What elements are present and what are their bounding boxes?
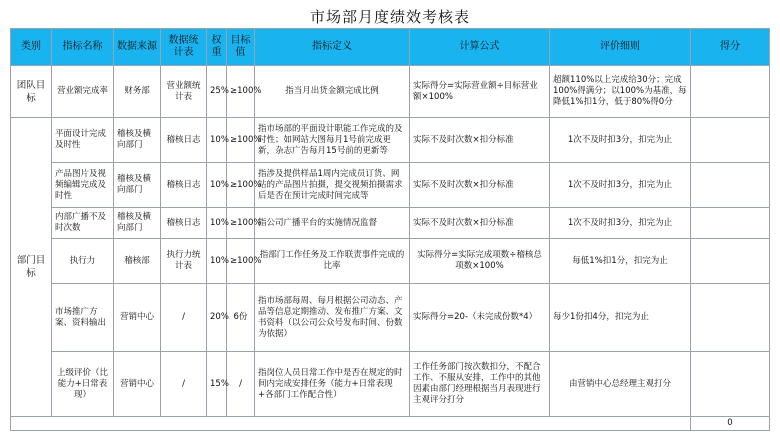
cell-formula[interactable]: 实际得分=实际完成项数÷稽核总项数×100% xyxy=(410,239,550,284)
cell-score[interactable] xyxy=(691,239,770,284)
table-row xyxy=(11,352,770,417)
cell-formula[interactable]: 实际得分=20-（未完成份数*4） xyxy=(410,284,550,352)
cell-target[interactable]: ≥100% xyxy=(227,239,255,284)
cell-score[interactable] xyxy=(691,118,770,163)
cell-formula[interactable]: 实际不及时次数×扣分标准 xyxy=(410,163,550,208)
cell-weight[interactable]: 10% xyxy=(207,239,227,284)
cell-definition[interactable]: 指当月出货金额完成比例 xyxy=(255,66,410,118)
table-row xyxy=(11,239,770,284)
cell-formula[interactable]: 实际得分=实际营业额÷目标营业额×100% xyxy=(410,66,550,118)
cell-source[interactable]: 稽核及横向部门 xyxy=(114,208,161,239)
header-stat: 数据统计表 xyxy=(161,29,207,66)
cell-stat[interactable]: 执行力统计表 xyxy=(161,239,207,284)
cell-rules[interactable]: 1次不及时扣3分，扣完为止 xyxy=(550,118,691,163)
cell-formula[interactable]: 实际不及时次数×扣分标准 xyxy=(410,208,550,239)
cell-formula[interactable]: 工作任务部门按次数扣分，不配合工作、不服从安排，工作中的其他因素由部门经理根据当月表现进行主观评分打分 xyxy=(410,352,550,417)
cell-source[interactable]: 稽核及横向部门 xyxy=(114,118,161,163)
cell-rules[interactable]: 由营销中心总经理主观打分 xyxy=(550,352,691,417)
cell-stat[interactable]: 稽核日志 xyxy=(161,208,207,239)
header-row xyxy=(11,29,770,66)
cell-weight[interactable]: 20% xyxy=(207,284,227,352)
cell-name[interactable]: 市场推广方案、资料输出 xyxy=(52,284,114,352)
cell-name[interactable]: 执行力 xyxy=(52,239,114,284)
cell-weight[interactable]: 10% xyxy=(207,208,227,239)
category-team: 团队目标 xyxy=(11,66,52,118)
total-score[interactable]: 0 xyxy=(691,417,770,431)
cell-rules[interactable]: 1次不及时扣3分，扣完为止 xyxy=(550,208,691,239)
cell-target[interactable]: / xyxy=(227,352,255,417)
header-target: 目标值 xyxy=(227,29,255,66)
page-title: 市场部月度绩效考核表 xyxy=(309,8,470,26)
cell-target[interactable]: 6份 xyxy=(227,284,255,352)
cell-score[interactable] xyxy=(691,284,770,352)
cell-definition[interactable]: 指部门工作任务及工作联责事件完成的比率 xyxy=(255,239,410,284)
cell-definition[interactable]: 指公司广播平台的实施情况监督 xyxy=(255,208,410,239)
cell-source[interactable]: 稽核部 xyxy=(114,239,161,284)
cell-source[interactable]: 营销中心 xyxy=(114,284,161,352)
cell-target[interactable]: ≥100% xyxy=(227,208,255,239)
cell-definition[interactable]: 指市场部每周、每月根据公司动态、产品等信息定期推动、发布推广方案、文书资料（以公司公众号发布时间、份数为依据） xyxy=(255,284,410,352)
table-row xyxy=(11,208,770,239)
cell-rules[interactable]: 每少1份扣4分，扣完为止 xyxy=(550,284,691,352)
cell-weight[interactable]: 15% xyxy=(207,352,227,417)
table-row xyxy=(11,284,770,352)
performance-table xyxy=(10,28,770,431)
cell-stat[interactable]: / xyxy=(161,284,207,352)
header-score: 得分 xyxy=(691,29,770,66)
cell-name[interactable]: 平面设计完成及时性 xyxy=(52,118,114,163)
cell-weight[interactable]: 25% xyxy=(207,66,227,118)
cell-rules[interactable]: 每低1%扣1分，扣完为止 xyxy=(550,239,691,284)
table-row xyxy=(11,163,770,208)
cell-stat[interactable]: / xyxy=(161,352,207,417)
total-label xyxy=(11,417,691,431)
header-weight: 权重 xyxy=(207,29,227,66)
cell-stat[interactable]: 营业额统计表 xyxy=(161,66,207,118)
cell-source[interactable]: 稽核及横向部门 xyxy=(114,163,161,208)
cell-stat[interactable]: 稽核日志 xyxy=(161,118,207,163)
total-row xyxy=(11,417,770,431)
cell-rules[interactable]: 1次不及时扣3分，扣完为止 xyxy=(550,163,691,208)
cell-score[interactable] xyxy=(691,163,770,208)
cell-target[interactable]: ≥100% xyxy=(227,66,255,118)
cell-weight[interactable]: 10% xyxy=(207,163,227,208)
header-formula: 计算公式 xyxy=(410,29,550,66)
cell-score[interactable] xyxy=(691,66,770,118)
header-definition: 指标定义 xyxy=(255,29,410,66)
cell-rules[interactable]: 超额110%以上完成给30分；完成100%得满分；以100%为基准，每降低1%扣1分，低于80%得0分 xyxy=(550,66,691,118)
cell-name[interactable]: 营业额完成率 xyxy=(52,66,114,118)
cell-weight[interactable]: 10% xyxy=(207,118,227,163)
category-dept: 部门目标 xyxy=(11,118,52,417)
cell-source[interactable]: 营销中心 xyxy=(114,352,161,417)
header-category: 类别 xyxy=(11,29,52,66)
cell-name[interactable]: 内部广播不及时次数 xyxy=(52,208,114,239)
cell-target[interactable]: ≥100% xyxy=(227,163,255,208)
cell-name[interactable]: 上级评价（比能力+日常表现） xyxy=(52,352,114,417)
cell-score[interactable] xyxy=(691,352,770,417)
cell-name[interactable]: 产品图片及视频编辑完成及时性 xyxy=(52,163,114,208)
table-row xyxy=(11,118,770,163)
cell-definition[interactable]: 指涉及提供样品1周内完成员订货、网站的产品图片拍摄，提交视频拍摄需求后是否在预计完成时间完成等 xyxy=(255,163,410,208)
cell-stat[interactable]: 稽核日志 xyxy=(161,163,207,208)
cell-formula[interactable]: 实际不及时次数×扣分标准 xyxy=(410,118,550,163)
cell-score[interactable] xyxy=(691,208,770,239)
cell-target[interactable]: ≥100% xyxy=(227,118,255,163)
cell-definition[interactable]: 指市场部的平面设计职能工作完成的及时性；如网站大图每月1号前完成更新，杂志广告每月15号前的更新等 xyxy=(255,118,410,163)
table-row xyxy=(11,66,770,118)
cell-source[interactable]: 财务部 xyxy=(114,66,161,118)
header-source: 数据来源 xyxy=(114,29,161,66)
header-rules: 评价细则 xyxy=(550,29,691,66)
cell-definition[interactable]: 指岗位人员日常工作中是否在规定的时间内完成安排任务（能力+日常表现+各部门工作配合性） xyxy=(255,352,410,417)
header-name: 指标名称 xyxy=(52,29,114,66)
